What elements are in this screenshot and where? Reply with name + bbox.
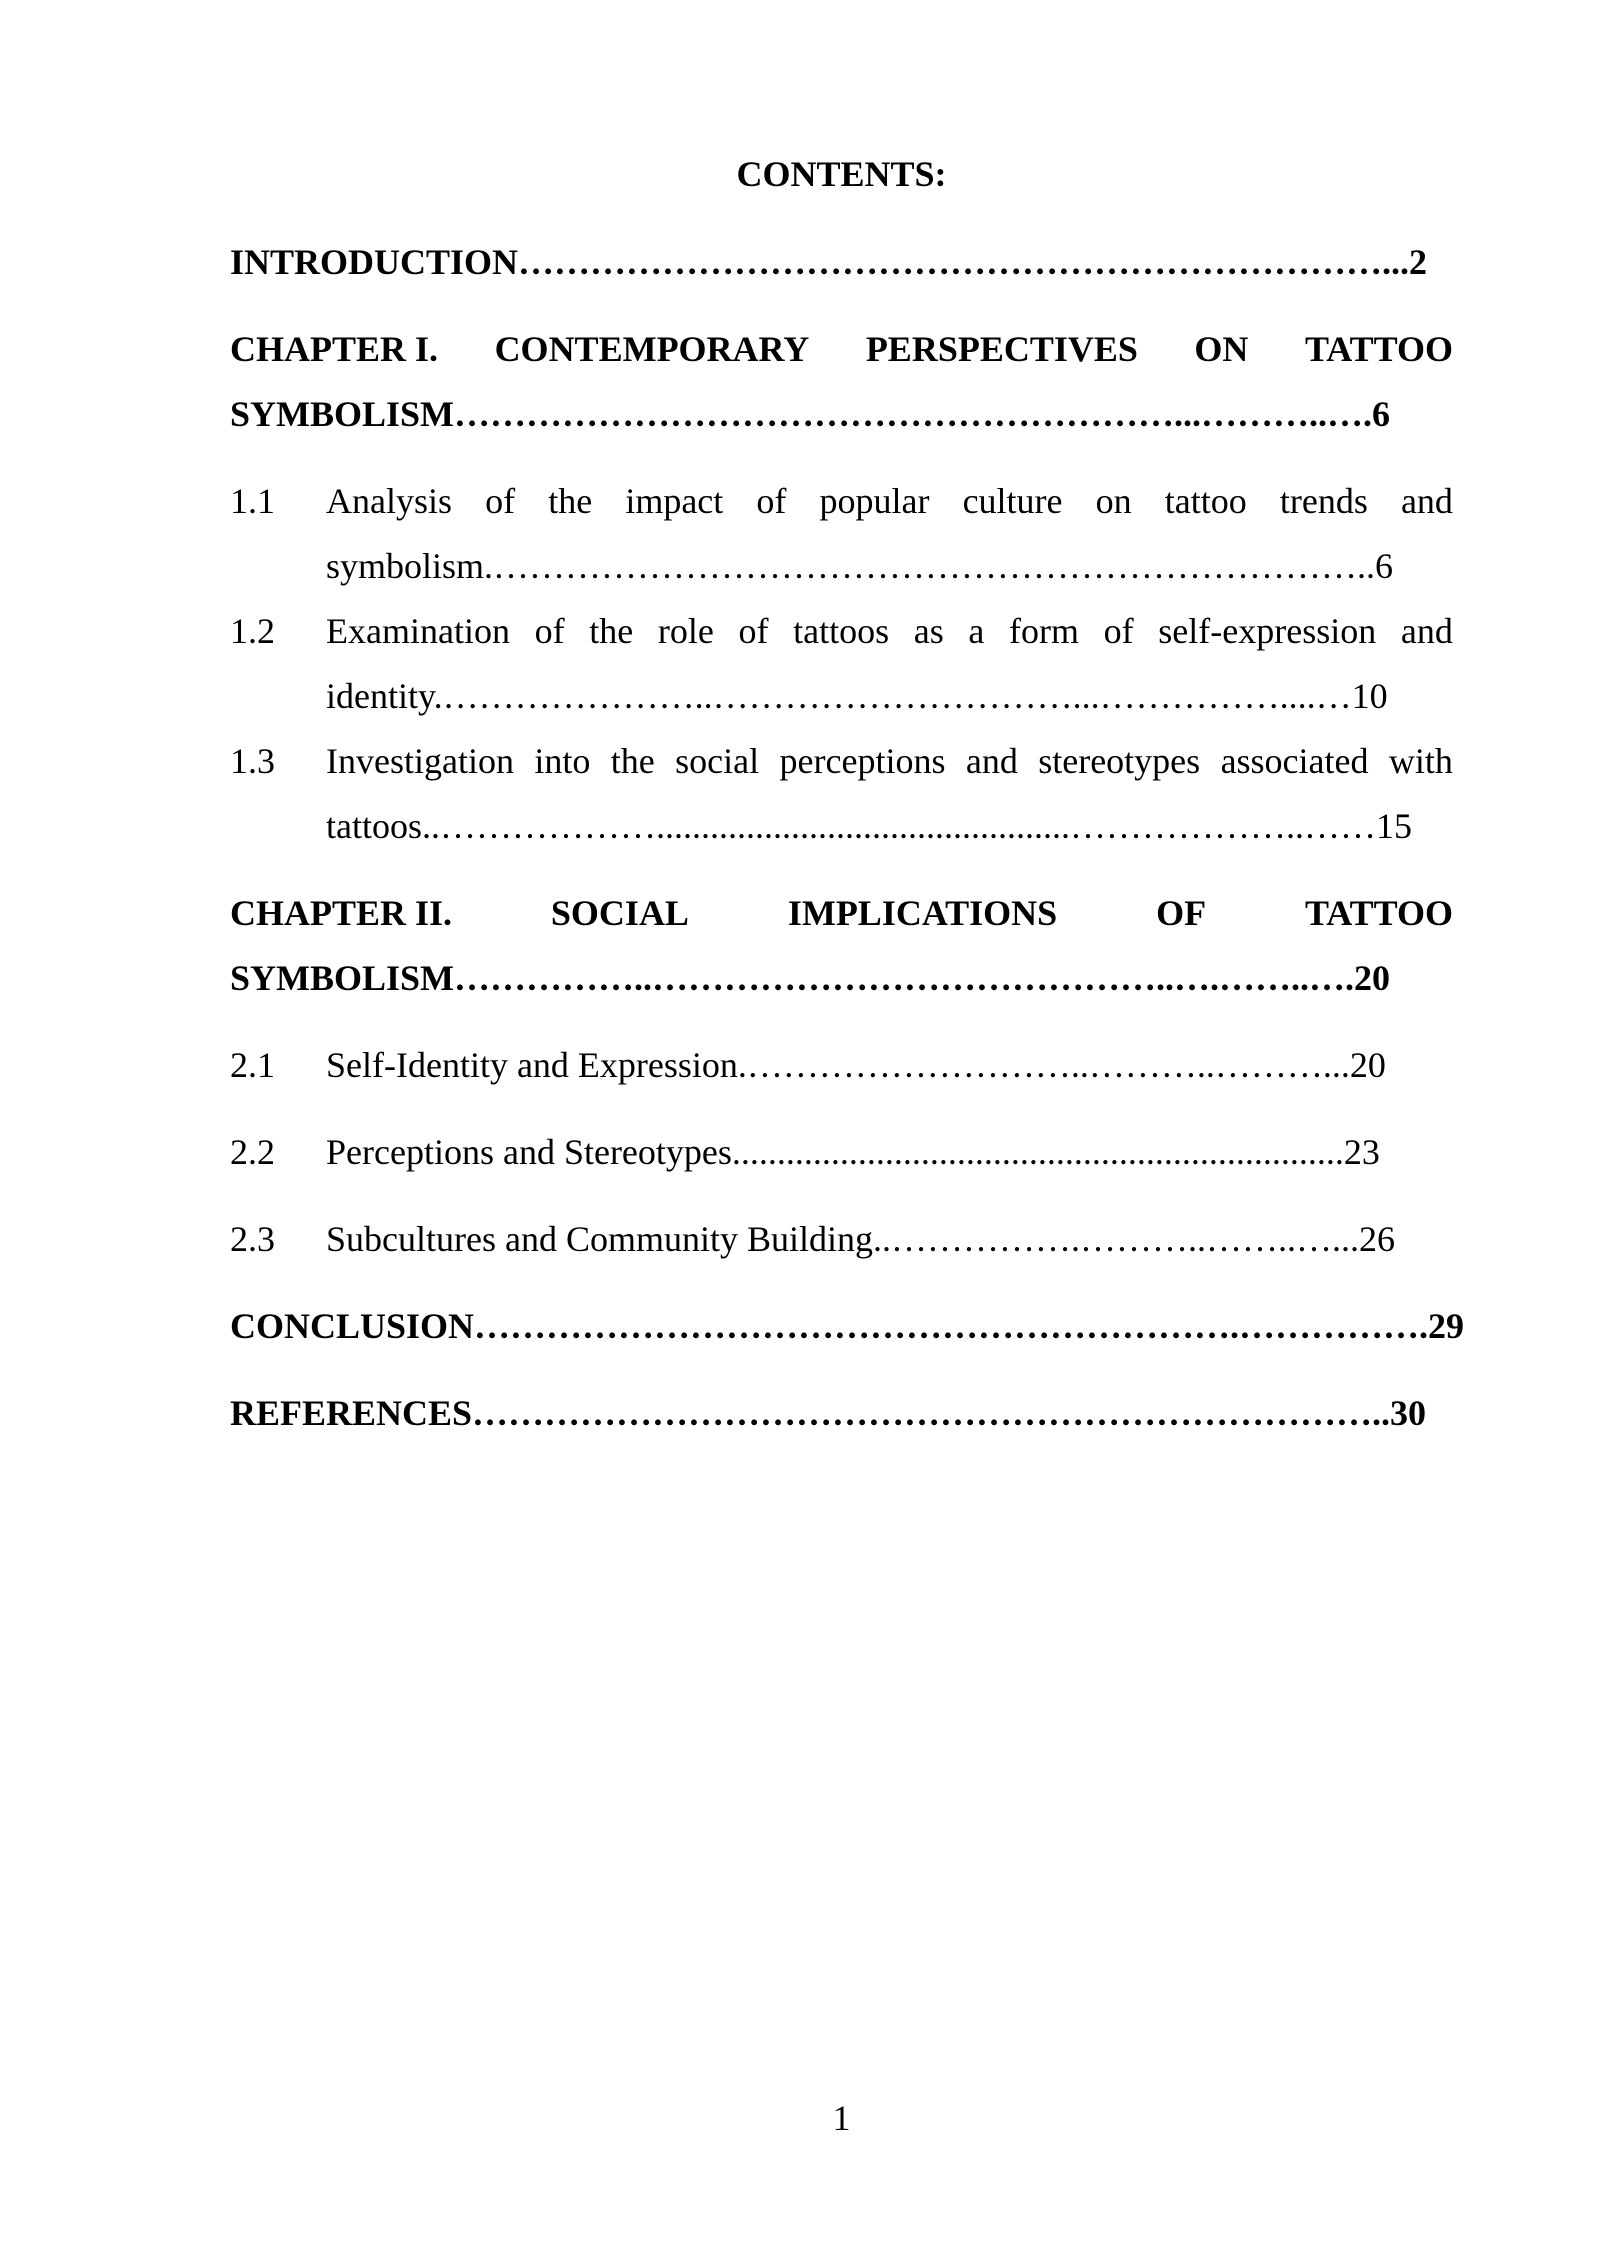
word: CONTEMPORARY [494, 329, 810, 369]
page-title: CONTENTS: [736, 154, 947, 194]
word: TATTOO [1304, 893, 1453, 933]
word: Investigation [326, 741, 514, 781]
toc-chapter-2-line2: SYMBOLISM……………..……………………………………..….……..….20 [230, 958, 1391, 998]
word: a [968, 611, 985, 651]
toc-entry-references: REFERENCES…………………………………………………………………..30 [230, 1393, 1427, 1433]
word: CHAPTER II. [230, 893, 453, 933]
word: trends [1279, 481, 1368, 521]
word: and [965, 741, 1018, 781]
word: of [485, 481, 516, 521]
word: IMPLICATIONS [787, 893, 1058, 933]
word: with [1388, 741, 1453, 781]
word: role [657, 611, 714, 651]
word: popular [819, 481, 930, 521]
word: CHAPTER I. [230, 329, 439, 369]
word: on [1095, 481, 1132, 521]
toc-chapter-2-heading [230, 891, 1453, 935]
word: the [589, 611, 634, 651]
section-number: 1.3 [230, 741, 275, 781]
word: perceptions [779, 741, 946, 781]
word: tattoo [1164, 481, 1247, 521]
word: PERSPECTIVES [865, 329, 1138, 369]
toc-section-2-1: Self-Identity and Expression.………………………..………..………...20 [326, 1045, 1386, 1085]
word: impact [625, 481, 724, 521]
word: of [738, 611, 769, 651]
word: stereotypes [1038, 741, 1201, 781]
toc-section-2-3: Subcultures and Community Building..…………….………..……..…...26 [326, 1219, 1395, 1259]
word: of [534, 611, 565, 651]
toc-chapter-1-line2: SYMBOLISM……………………………………………………...………..….6 [230, 394, 1391, 434]
toc-section-1-1 [326, 479, 1453, 523]
section-number: 2.2 [230, 1132, 275, 1172]
toc-section-1-2-line2: identity.…………………..…………………………...……………....…10 [326, 676, 1388, 716]
toc-entry-conclusion: CONCLUSION……………………………………………………….…………….29 [230, 1306, 1465, 1346]
word: culture [962, 481, 1063, 521]
word: Analysis [326, 481, 452, 521]
word: self-expression [1158, 611, 1377, 651]
toc-section-1-1-line2: symbolism.………………………………………………………………..6 [326, 546, 1394, 586]
section-number: 1.2 [230, 611, 275, 651]
word: and [1400, 481, 1453, 521]
word: social [675, 741, 760, 781]
toc-section-1-3-line2: tattoos..………………..............................................………………..……15 [326, 806, 1412, 846]
word: of [1103, 611, 1134, 651]
section-number: 1.1 [230, 481, 275, 521]
word: OF [1156, 893, 1207, 933]
section-number: 2.1 [230, 1045, 275, 1085]
word: tattoos [793, 611, 890, 651]
toc-section-1-2 [326, 609, 1453, 653]
word: and [1400, 611, 1453, 651]
word: TATTOO [1304, 329, 1453, 369]
toc-section-2-2: Perceptions and Stereotypes....................................................................23 [326, 1132, 1380, 1172]
toc-chapter-1-heading [230, 327, 1453, 371]
word: Examination [326, 611, 510, 651]
word: ON [1194, 329, 1249, 369]
word: into [534, 741, 591, 781]
word: the [610, 741, 655, 781]
word: form [1009, 611, 1080, 651]
word: as [913, 611, 944, 651]
toc-entry-introduction: INTRODUCTION………………………………………………………………...2 [230, 242, 1428, 282]
section-number: 2.3 [230, 1219, 275, 1259]
word: SOCIAL [550, 893, 689, 933]
word: of [756, 481, 787, 521]
toc-section-1-3 [326, 739, 1453, 783]
page-number: 1 [832, 2098, 851, 2138]
word: the [548, 481, 593, 521]
word: associated [1220, 741, 1369, 781]
